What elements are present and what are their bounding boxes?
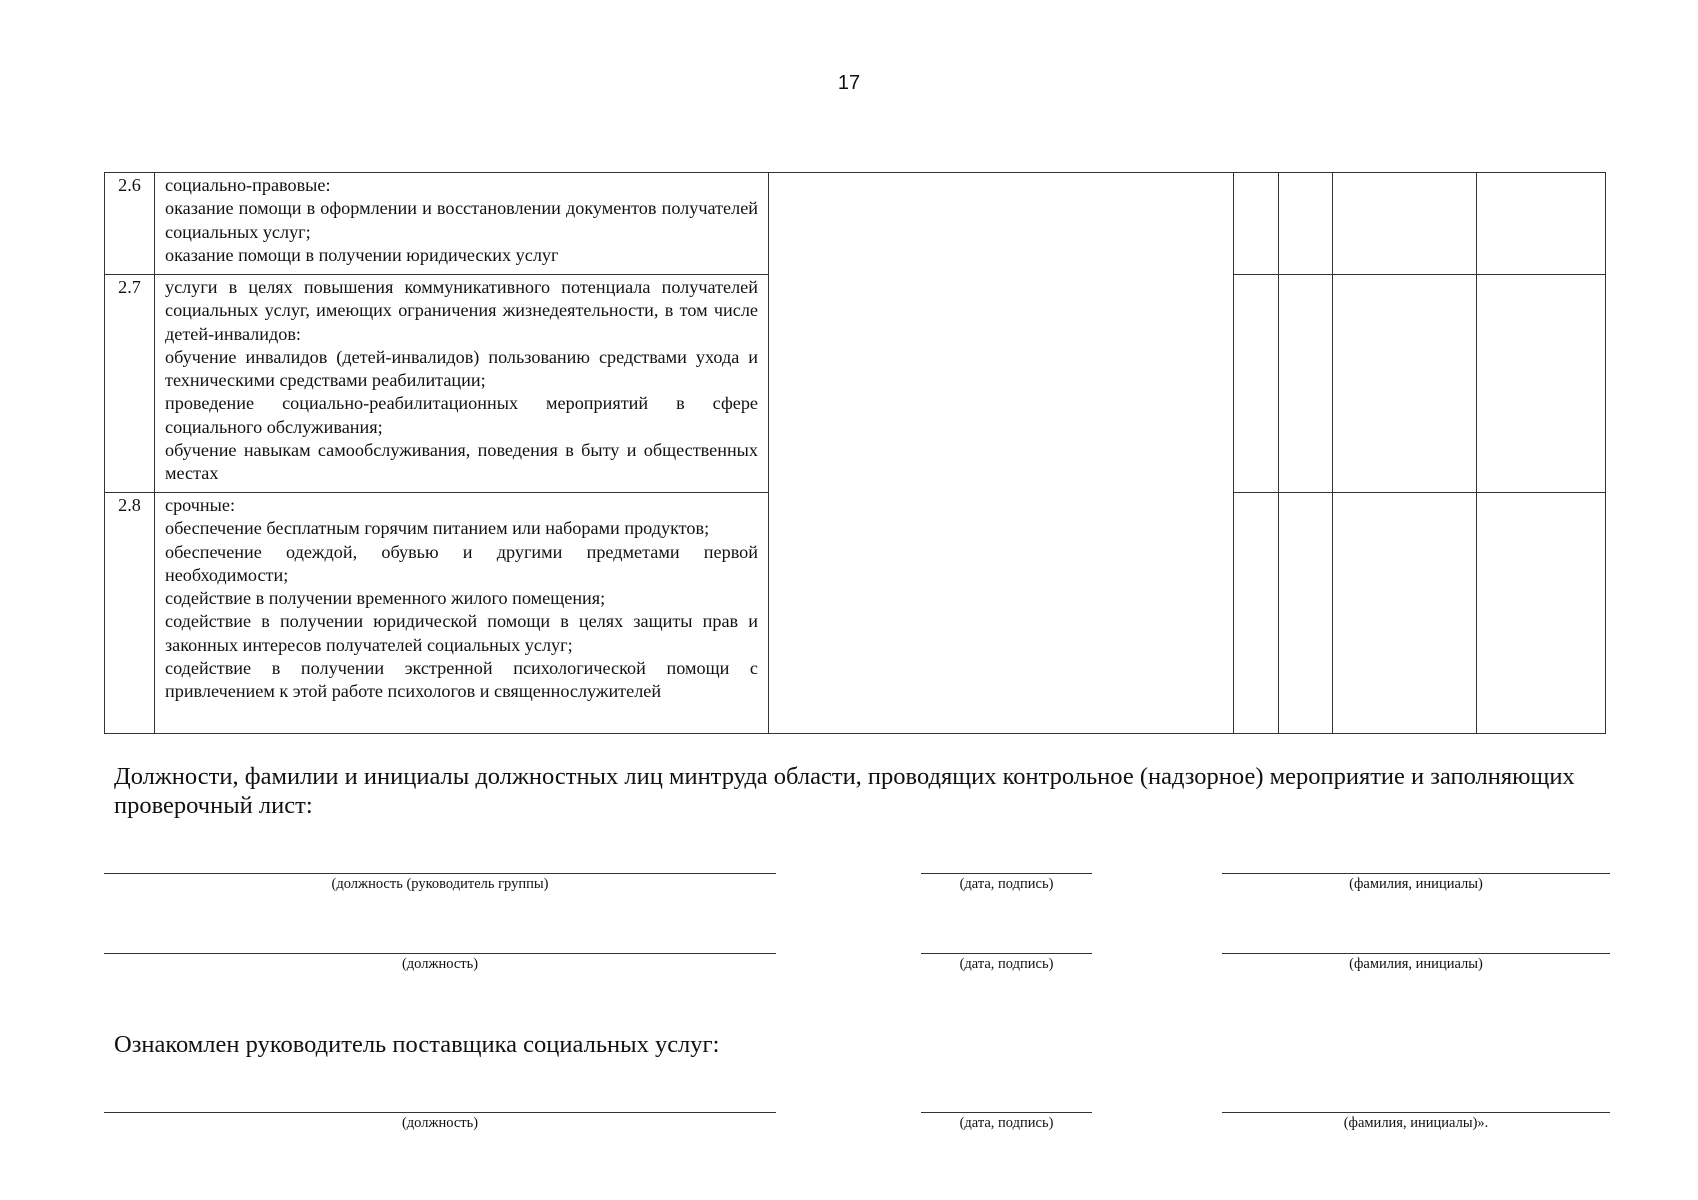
- text-line: обеспечение одеждой, обувью и другими предметами первой необходимости;: [165, 541, 758, 585]
- date-signature-line: [921, 873, 1092, 874]
- date-caption: (дата, подпись): [959, 876, 1054, 892]
- date-caption: (дата, подпись): [959, 956, 1054, 972]
- not-applicable-cell: [1333, 275, 1477, 493]
- text-line: услуги в целях повышения коммуникативного потенциала получателей социальных услуг, имеющих ограничения жизнедеятельности, в том числе детей-инвалидов:: [165, 277, 758, 344]
- date-signature-line: [921, 1112, 1092, 1113]
- requirement-text: [155, 275, 769, 493]
- text-line: срочные:: [165, 495, 236, 515]
- answer-yes-cell: [1234, 173, 1279, 275]
- row-number: 2.6: [105, 173, 155, 275]
- answer-no-cell: [1279, 173, 1333, 275]
- reference-cell: [769, 173, 1234, 734]
- text-line: обучение навыкам самообслуживания, поведения в быту и общественных местах: [165, 440, 758, 484]
- position-signature-line: [104, 873, 776, 874]
- officials-heading: Должности, фамилии и инициалы должностных лиц минтруда области, проводящих контрольное (надзорное) мероприятие и заполняющих проверочный лист:: [114, 763, 1575, 819]
- acknowledged-heading: Ознакомлен руководитель поставщика социальных услуг:: [114, 1031, 720, 1058]
- text-line: социально-правовые:: [165, 175, 331, 195]
- not-applicable-cell: [1333, 493, 1477, 734]
- text-line: обучение инвалидов (детей-инвалидов) пользованию средствами ухода и техническими средствами реабилитации;: [165, 346, 758, 391]
- answer-no-cell: [1279, 275, 1333, 493]
- position-signature-line: [104, 1112, 776, 1113]
- checklist-table: [104, 172, 1606, 734]
- answer-yes-cell: [1234, 493, 1279, 734]
- name-signature-line: [1222, 1112, 1610, 1113]
- table-row: [105, 173, 1606, 275]
- text-line: обеспечение бесплатным горячим питанием или наборами продуктов;: [165, 518, 710, 539]
- note-cell: [1477, 275, 1606, 493]
- position-caption: (должность (руководитель группы): [331, 876, 549, 892]
- name-caption: (фамилия, инициалы)».: [1343, 1115, 1489, 1131]
- requirement-text: [155, 173, 769, 275]
- name-signature-line: [1222, 873, 1610, 874]
- text-line: проведение социально-реабилитационных мероприятий в сфере социального обслуживания;: [165, 393, 758, 437]
- answer-no-cell: [1279, 493, 1333, 734]
- text-line: оказание помощи в получении юридических услуг: [165, 244, 559, 265]
- text-line: содействие в получении временного жилого помещения;: [165, 588, 606, 609]
- date-signature-line: [921, 953, 1092, 954]
- note-cell: [1477, 493, 1606, 734]
- row-number: 2.8: [105, 493, 155, 734]
- page-number: 17: [837, 72, 861, 94]
- not-applicable-cell: [1333, 173, 1477, 275]
- requirement-text: [155, 493, 769, 734]
- text-line: содействие в получении экстренной психологической помощи с привлечением к этой работе психологов и священнослужителей: [165, 658, 758, 702]
- position-signature-line: [104, 953, 776, 954]
- text-line: оказание помощи в оформлении и восстановлении документов получателей социальных услуг;: [165, 198, 758, 242]
- name-signature-line: [1222, 953, 1610, 954]
- answer-yes-cell: [1234, 275, 1279, 493]
- position-caption: (должность): [401, 1115, 479, 1131]
- row-number: 2.7: [105, 275, 155, 493]
- date-caption: (дата, подпись): [959, 1115, 1054, 1131]
- note-cell: [1477, 173, 1606, 275]
- name-caption: (фамилия, инициалы): [1349, 956, 1483, 972]
- position-caption: (должность): [401, 956, 479, 972]
- text-line: содействие в получении юридической помощи в целях защиты прав и законных интересов получателей социальных услуг;: [165, 611, 758, 655]
- name-caption: (фамилия, инициалы): [1349, 876, 1483, 892]
